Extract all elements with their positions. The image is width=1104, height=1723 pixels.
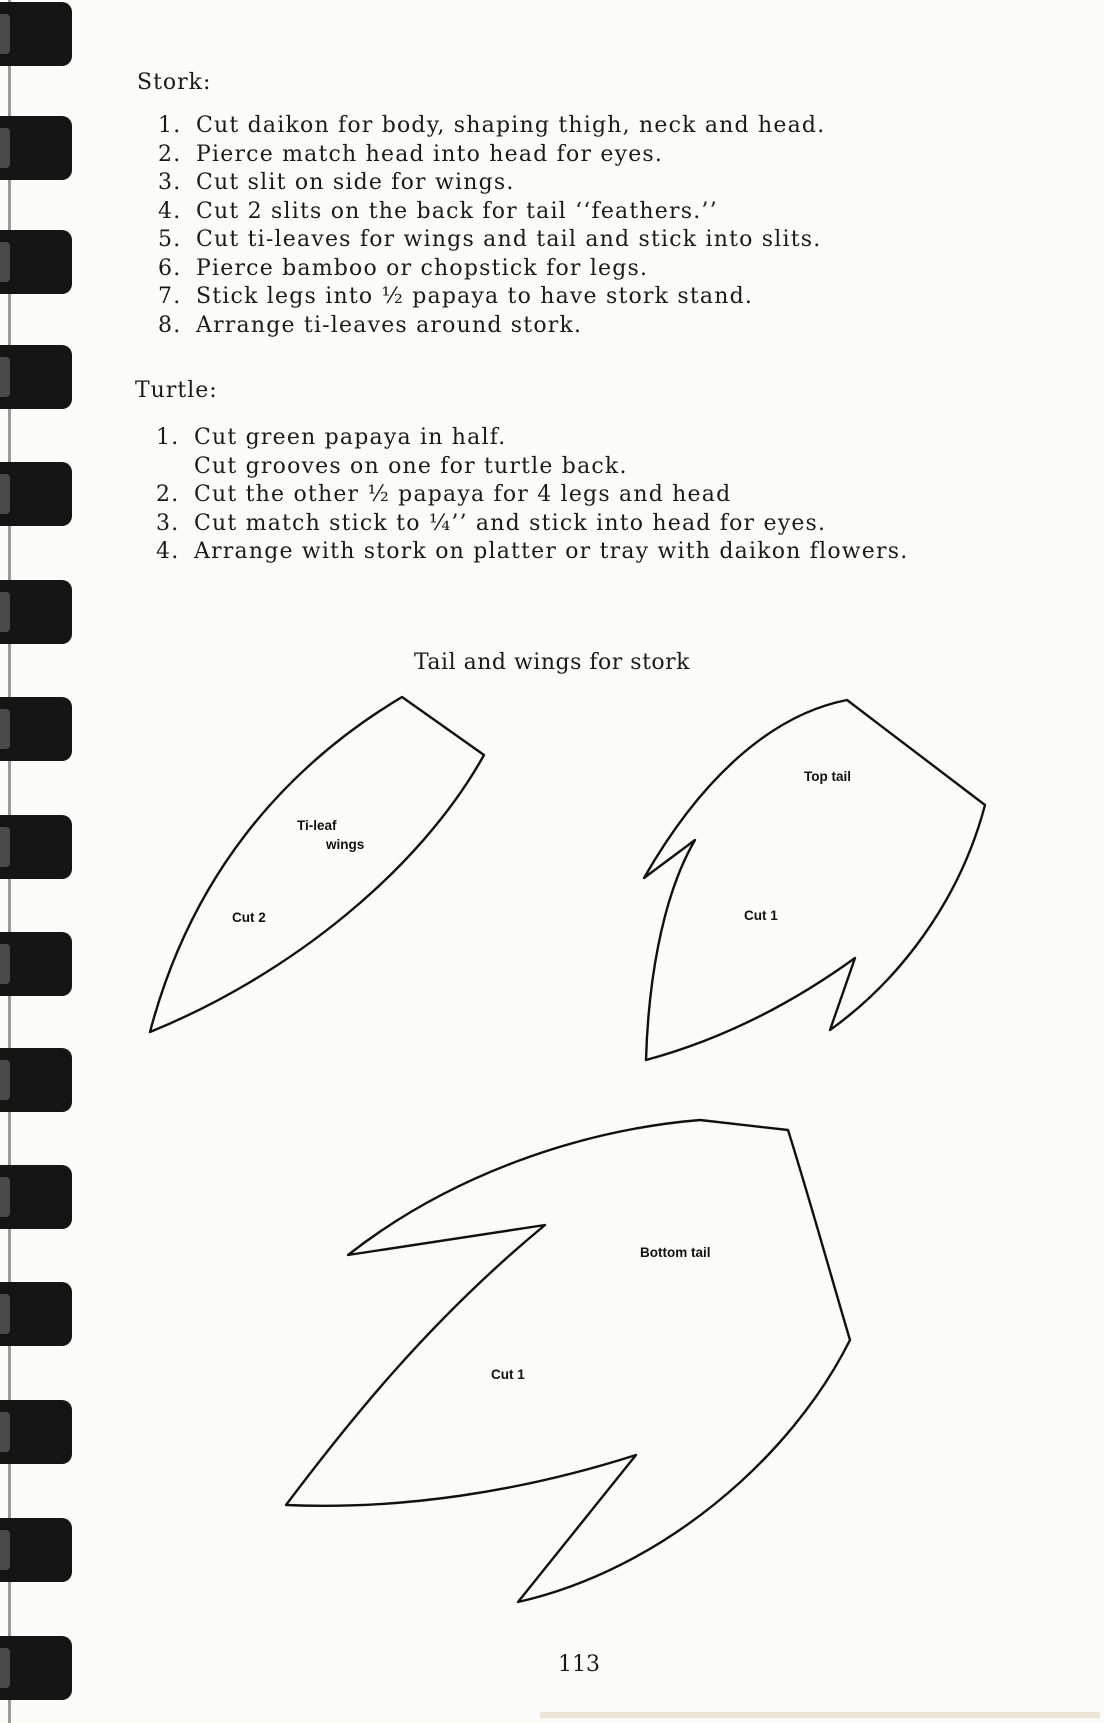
wing-pattern-shape bbox=[150, 697, 484, 1032]
wings-cut-label: Cut 2 bbox=[232, 910, 266, 925]
list-item: 3. Cut match stick to ¼’’ and stick into head for eyes. bbox=[156, 510, 827, 536]
list-item: 5. Cut ti-leaves for wings and tail and stick into slits. bbox=[158, 227, 822, 252]
bottom-tail-label: Bottom tail bbox=[640, 1245, 711, 1260]
list-item: 1. Cut daikon for body, shaping thigh, neck and head. bbox=[158, 113, 826, 138]
page-edge-stain bbox=[540, 1712, 1100, 1718]
bottom-tail-pattern-shape bbox=[286, 1120, 850, 1602]
list-item-continuation: Cut grooves on one for turtle back. bbox=[194, 453, 628, 479]
top-tail-cut-label: Cut 1 bbox=[744, 908, 778, 923]
wings-label-line2: wings bbox=[326, 837, 365, 852]
list-item: 2. Pierce match head into head for eyes. bbox=[158, 141, 664, 167]
turtle-title: Turtle: bbox=[135, 378, 218, 403]
figure-caption: Tail and wings for stork bbox=[413, 650, 691, 675]
list-item: 2. Cut the other ½ papaya for 4 legs and head bbox=[156, 482, 732, 507]
top-tail-label: Top tail bbox=[804, 769, 851, 784]
bottom-tail-cut-label: Cut 1 bbox=[491, 1367, 525, 1382]
list-item: 4. Arrange with stork on platter or tray with daikon flowers. bbox=[156, 539, 909, 564]
stork-title: Stork: bbox=[137, 70, 212, 95]
top-tail-pattern-shape bbox=[644, 700, 985, 1060]
list-item: 4. Cut 2 slits on the back for tail ‘‘feathers.’’ bbox=[158, 198, 718, 224]
wings-label-line1: Ti-leaf bbox=[297, 818, 337, 833]
list-item: 8. Arrange ti-leaves around stork. bbox=[158, 312, 583, 338]
page-number: 113 bbox=[558, 1652, 600, 1677]
list-item: 6. Pierce bamboo or chopstick for legs. bbox=[158, 255, 649, 281]
list-item: 3. Cut slit on side for wings. bbox=[158, 170, 515, 195]
list-item: 7. Stick legs into ½ papaya to have stork stand. bbox=[158, 284, 754, 309]
list-item: 1. Cut green papaya in half. bbox=[156, 425, 507, 450]
